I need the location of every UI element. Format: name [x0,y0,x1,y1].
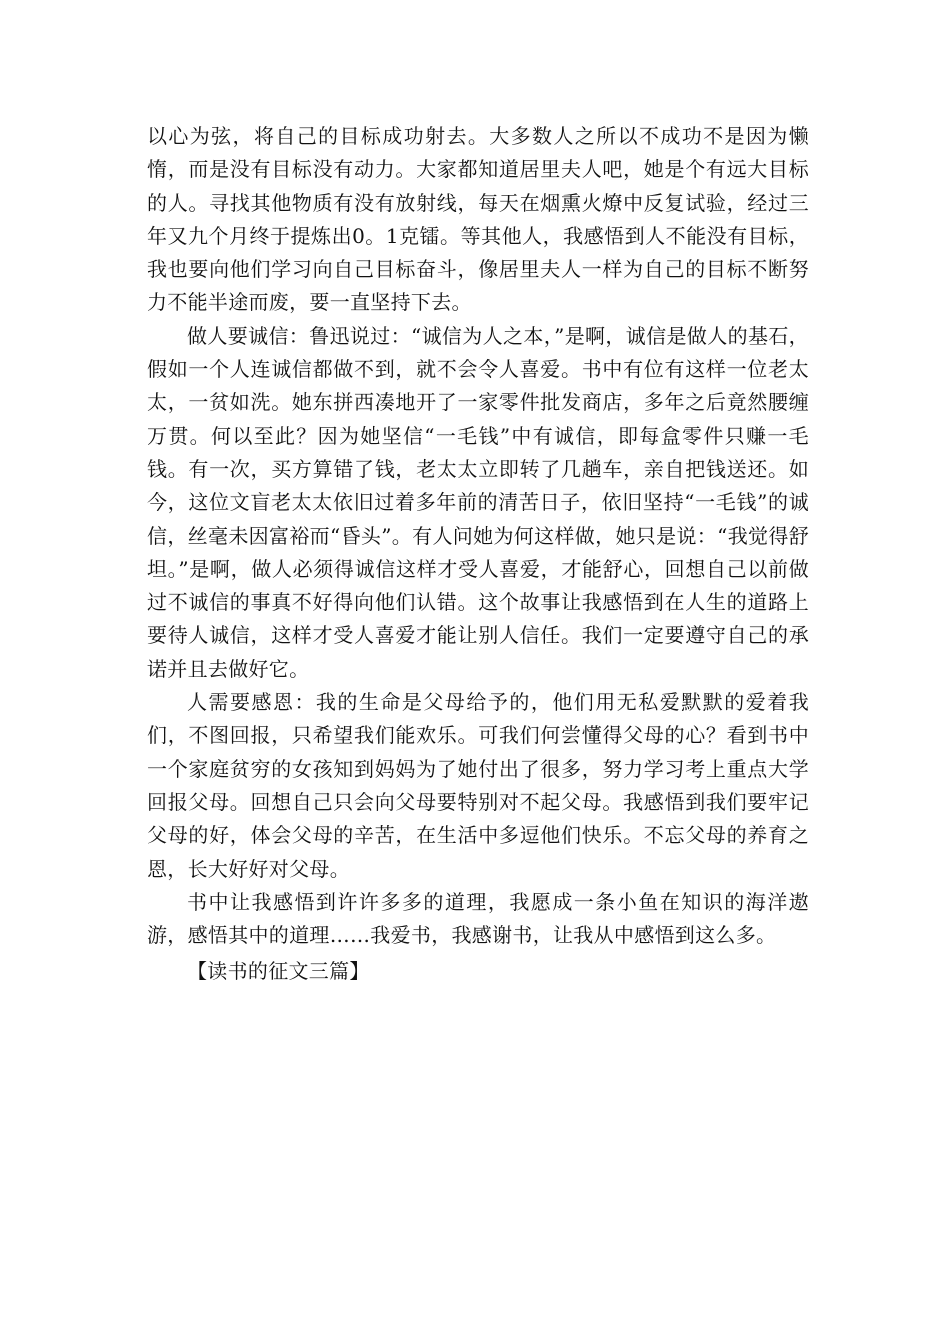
section-heading: 【读书的征文三篇】 [187,959,370,984]
paragraph-gratitude: 人需要感恩：我的生命是父母给予的，他们用无私爱默默的爱着我们，不图回报，只希望我们能欢乐。可我们何尝懂得父母的心？看到书中一个家庭贫穷的女孩知到妈妈为了她付出了很多，努力学习考上重点大学回报父母。回想自己只会向父母要特别对不起父母。我感悟到我们要牢记父母的好，体会父母的辛苦，在生活中多逗他们快乐。不忘父母的养育之恩，长大好好对父母。 [147,690,809,881]
paragraph-conclusion: 书中让我感悟到许许多多的道理，我愿成一条小鱼在知识的海洋遨游，感悟其中的道理……我爱书，我感谢书，让我从中感悟到这么多。 [147,889,809,948]
paragraph-continued: 以心为弦，将自己的目标成功射去。大多数人之所以不成功不是因为懒惰，而是没有目标没有动力。大家都知道居里夫人吧，她是个有远大目标的人。寻找其他物质有没有放射线，每天在烟熏火燎中反复试验，经过三年又九个月终于提炼出0。1克镭。等其他人，我感悟到人不能没有目标，我也要向他们学习向自己目标奋斗，像居里夫人一样为自己的目标不断努力不能半途而废，要一直坚持下去。 [147,124,809,315]
document-body [147,120,809,989]
paragraph-integrity: 做人要诚信：鲁迅说过：“诚信为人之本，”是啊，诚信是做人的基石，假如一个人连诚信都做不到，就不会令人喜爱。书中有位有这样一位老太太，一贫如洗。她东拼西凑地开了一家零件批发商店，多年之后竟然腰缠万贯。何以至此？因为她坚信“一毛钱”中有诚信，即每盒零件只赚一毛钱。有一次，买方算错了钱，老太太立即转了几趟车，亲自把钱送还。如今，这位文盲老太太依旧过着多年前的清苦日子，依旧坚持“一毛钱”的诚信，丝毫未因富裕而“昏头”。有人问她为何这样做，她只是说：“我觉得舒坦。”是啊，做人必须得诚信这样才受人喜爱，才能舒心，回想自己以前做过不诚信的事真不好得向他们认错。这个故事让我感悟到在人生的道路上要待人诚信，这样才受人喜爱才能让别人信任。我们一定要遵守自己的承诺并且去做好它。 [147,323,809,681]
